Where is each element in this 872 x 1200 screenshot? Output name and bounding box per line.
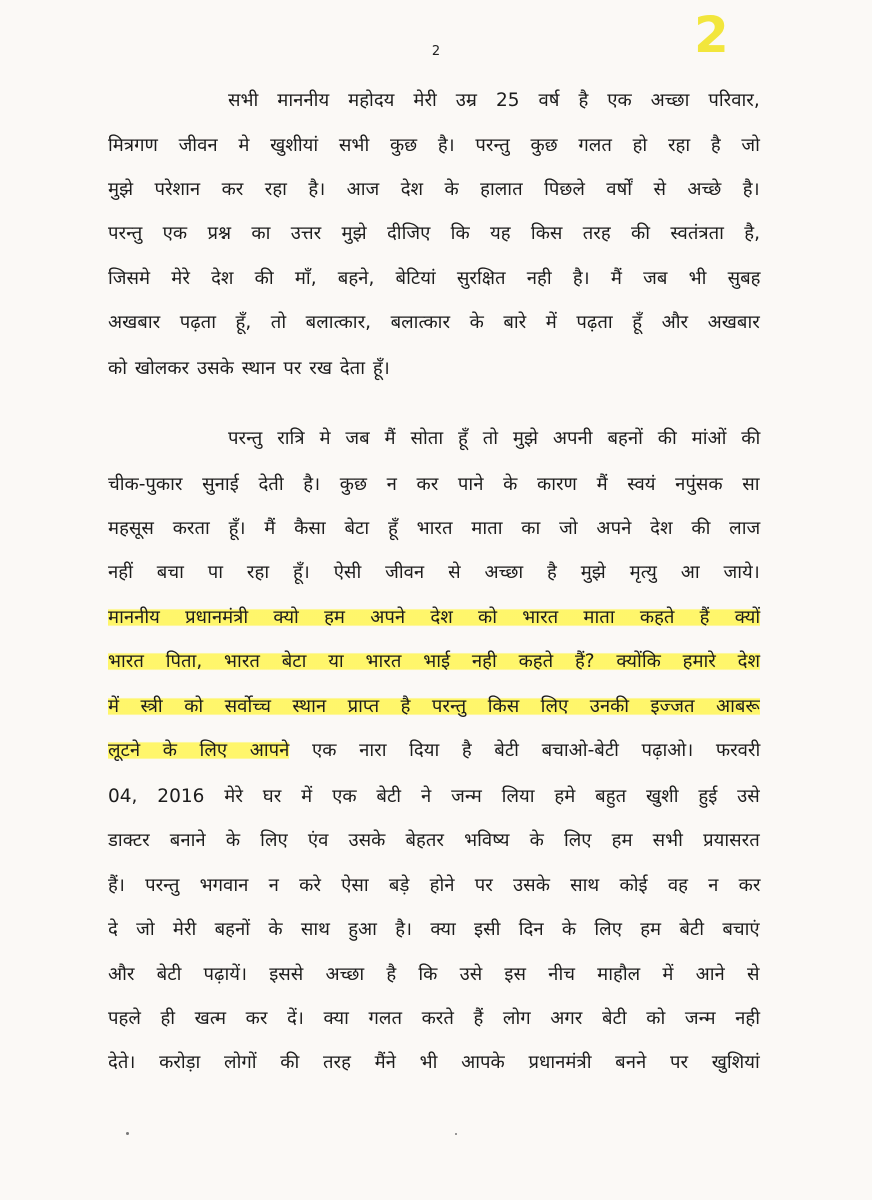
text-segment: परन्तु एक प्रश्न का उत्तर मुझे दीजिए कि यह किस तरह की स्वतंत्रता है,	[108, 223, 760, 244]
highlighted-text: भारत पिता, भारत बेटा या भारत भाई नही कहते हैं? क्योंकि हमारे देश	[108, 651, 761, 672]
highlighted-text: लूटने के लिए आपने	[108, 740, 290, 761]
text-line	[108, 348, 390, 390]
text-line	[108, 1042, 760, 1084]
text-segment: चीक-पुकार सुनाई देती है। कुछ न कर पाने के कारण मैं स्वयं नपुंसक सा	[108, 474, 760, 495]
handwritten-page-number: 2	[694, 6, 729, 64]
text-line	[108, 998, 760, 1040]
text-line	[108, 213, 760, 255]
text-segment: और बेटी पढ़ायें। इससे अच्छा है कि उसे इस नीच माहौल में आने से	[108, 964, 760, 985]
text-line	[108, 552, 760, 594]
paper-speck	[126, 1132, 129, 1135]
text-line	[108, 125, 760, 167]
highlighted-text: में स्त्री को सर्वोच्च स्थान प्राप्त है परन्तु किस लिए उनकी इज्जत आबरू	[108, 696, 760, 717]
text-line	[108, 258, 760, 300]
text-segment: पहले ही खत्म कर दें। क्या गलत करते हैं लोग अगर बेटी को जन्म नही	[108, 1008, 760, 1029]
text-line	[228, 80, 760, 122]
text-segment: हैं। परन्तु भगवान न करे ऐसा बड़े होने पर उसके साथ कोई वह न कर	[108, 875, 761, 896]
text-line	[108, 302, 760, 344]
text-line	[108, 597, 760, 639]
text-segment: देते। करोड़ा लोगों की तरह मैंने भी आपके प्रधानमंत्री बनने पर खुशियां	[108, 1052, 760, 1073]
text-line	[108, 508, 760, 550]
text-line	[108, 169, 760, 211]
text-line	[108, 865, 760, 907]
text-segment: 04, 2016 मेरे घर में एक बेटी ने जन्म लिया हमे बहुत खुशी हुई उसे	[108, 786, 760, 807]
paper-speck	[455, 1133, 457, 1135]
text-segment: को खोलकर उसके स्थान पर रख देता हूँ।	[108, 358, 390, 379]
text-line	[228, 418, 760, 460]
text-segment: एक नारा दिया है बेटी बचाओ-बेटी पढ़ाओ। फरवरी	[289, 740, 761, 761]
text-segment: डाक्टर बनाने के लिए एंव उसके बेहतर भविष्य के लिए हम सभी प्रयासरत	[108, 830, 760, 851]
text-line	[108, 464, 760, 506]
text-segment: दे जो मेरी बहनों के साथ हुआ है। क्या इसी दिन के लिए हम बेटी बचाएं	[108, 919, 760, 940]
page-number: 2	[431, 44, 441, 59]
text-line	[108, 730, 760, 772]
text-line	[108, 641, 760, 683]
text-line	[108, 686, 760, 728]
text-line	[108, 909, 760, 951]
text-segment: परन्तु रात्रि मे जब मैं सोता हूँ तो मुझे अपनी बहनों की मांओं की	[228, 428, 761, 449]
text-segment: जिसमे मेरे देश की माँ, बहने, बेटियां सुरक्षित नही है। मैं जब भी सुबह	[108, 268, 761, 289]
text-segment: मुझे परेशान कर रहा है। आज देश के हालात पिछले वर्षों से अच्छे है।	[108, 179, 760, 200]
text-line	[108, 820, 760, 862]
text-line	[108, 954, 760, 996]
highlighted-text: माननीय प्रधानमंत्री क्यो हम अपने देश को भारत माता कहते हैं क्यों	[108, 607, 761, 628]
text-segment: अखबार पढ़ता हूँ, तो बलात्कार, बलात्कार के बारे में पढ़ता हूँ और अखबार	[108, 312, 760, 333]
text-segment: नहीं बचा पा रहा हूँ। ऐसी जीवन से अच्छा है मुझे मृत्यु आ जाये।	[108, 562, 760, 583]
text-segment: सभी माननीय महोदय मेरी उम्र 25 वर्ष है एक अच्छा परिवार,	[228, 90, 760, 111]
text-segment: मित्रगण जीवन मे खुशीयां सभी कुछ है। परन्तु कुछ गलत हो रहा है जो	[108, 135, 760, 156]
text-line	[108, 776, 760, 818]
text-segment: महसूस करता हूँ। मैं कैसा बेटा हूँ भारत माता का जो अपने देश की लाज	[108, 518, 761, 539]
